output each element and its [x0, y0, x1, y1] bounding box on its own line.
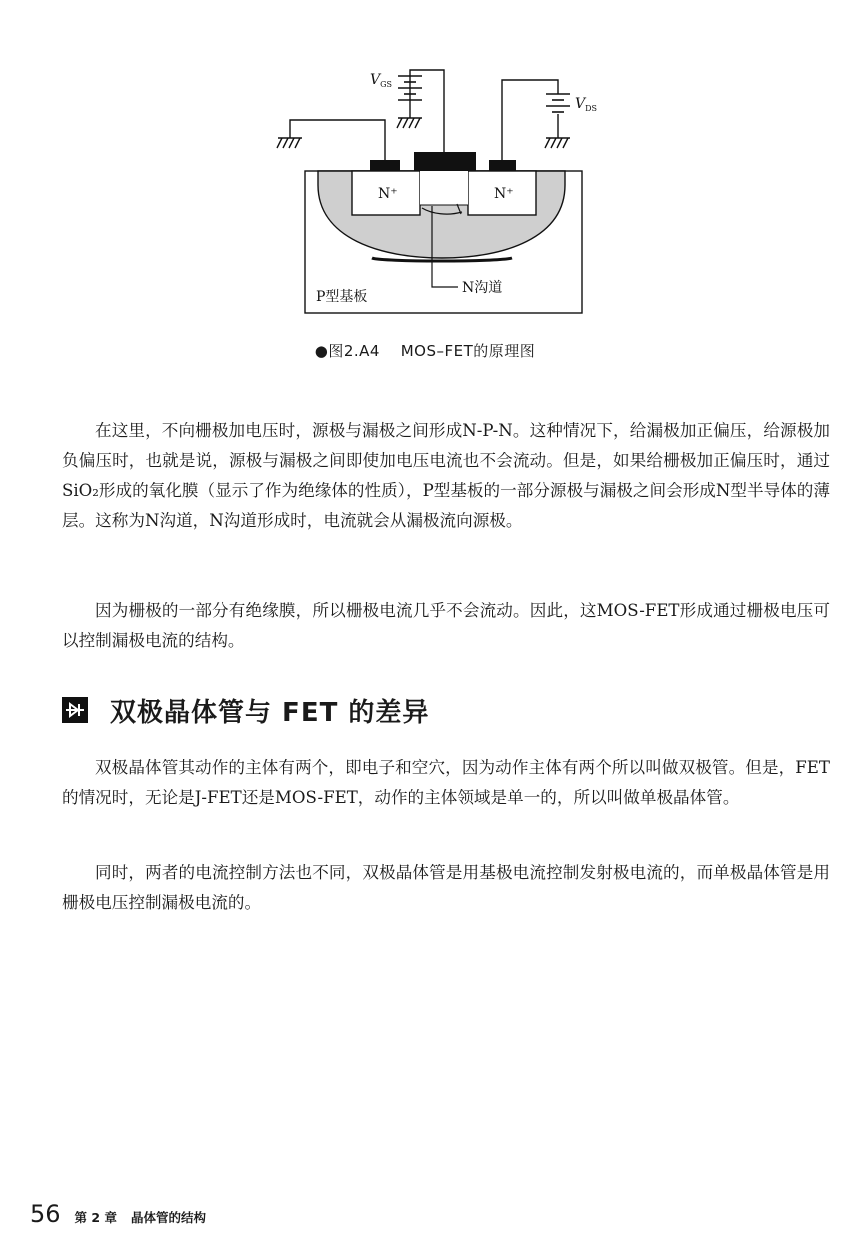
section-heading: [62, 690, 429, 730]
ground-icon: [277, 138, 302, 148]
section-title: 双极晶体管与 FET 的差异: [110, 697, 430, 728]
paragraph-2: 因为栅极的一部分有绝缘膜，所以栅极电流几乎不会流动。因此，这MOS-FET形成通过栅极电压可以控制漏极电流的结构。: [62, 601, 830, 650]
section-paragraph-1: 双极晶体管其动作的主体有两个，即电子和空穴，因为动作主体有两个所以叫做双极管。但是，FET的情况时，无论是J-FET还是MOS-FET，动作的主体领域是单一的，所以叫做单极晶体管。: [62, 758, 830, 807]
chapter-label: 第 2 章: [74, 1210, 117, 1225]
page-footer: [30, 1200, 206, 1228]
substrate-label: P型基板: [316, 289, 368, 305]
vds-label: $V_{DS}$: [575, 96, 598, 113]
source-wire: [290, 120, 385, 160]
channel-gap: [420, 171, 468, 205]
page-number: 56: [30, 1200, 61, 1228]
battery-icon: [546, 94, 570, 112]
source-region-label: N⁺: [378, 186, 398, 202]
ground-icon: [397, 102, 422, 128]
diode-icon: [62, 697, 88, 723]
mosfet-diagram: [0, 0, 850, 335]
source-contact: [370, 160, 400, 171]
channel-label: N沟道: [462, 280, 503, 296]
drain-contact: [489, 160, 516, 171]
figure-caption: ●图2.A4 MOS–FET的原理图: [314, 342, 536, 360]
drain-region-label: N⁺: [494, 186, 514, 202]
section-paragraph-2: 同时，两者的电流控制方法也不同，双极晶体管是用基极电流控制发射极电流的，而单极晶体管是用栅极电压控制漏极电流的。: [62, 863, 830, 912]
gate-electrode: [414, 152, 476, 171]
drain-wire: [502, 80, 558, 160]
paragraph-1: 在这里，不向栅极加电压时，源极与漏极之间形成N-P-N。这种情况下，给漏极加正偏压，给源极加负偏压时，也就是说，源极与漏极之间即使加电压电流也不会流动。但是，如果给栅极加正偏压时，通过SiO₂形成的氧化膜（显示了作为绝缘体的性质），P型基板的一部分源极与漏极之间会形成N型半导体的薄层。这称为N沟道，N沟道形成时，电流就会从漏极流向源极。: [62, 421, 830, 530]
ground-icon: [545, 138, 570, 148]
vgs-label: $V_{GS}$: [370, 72, 392, 89]
chapter-title: 晶体管的结构: [130, 1210, 206, 1225]
